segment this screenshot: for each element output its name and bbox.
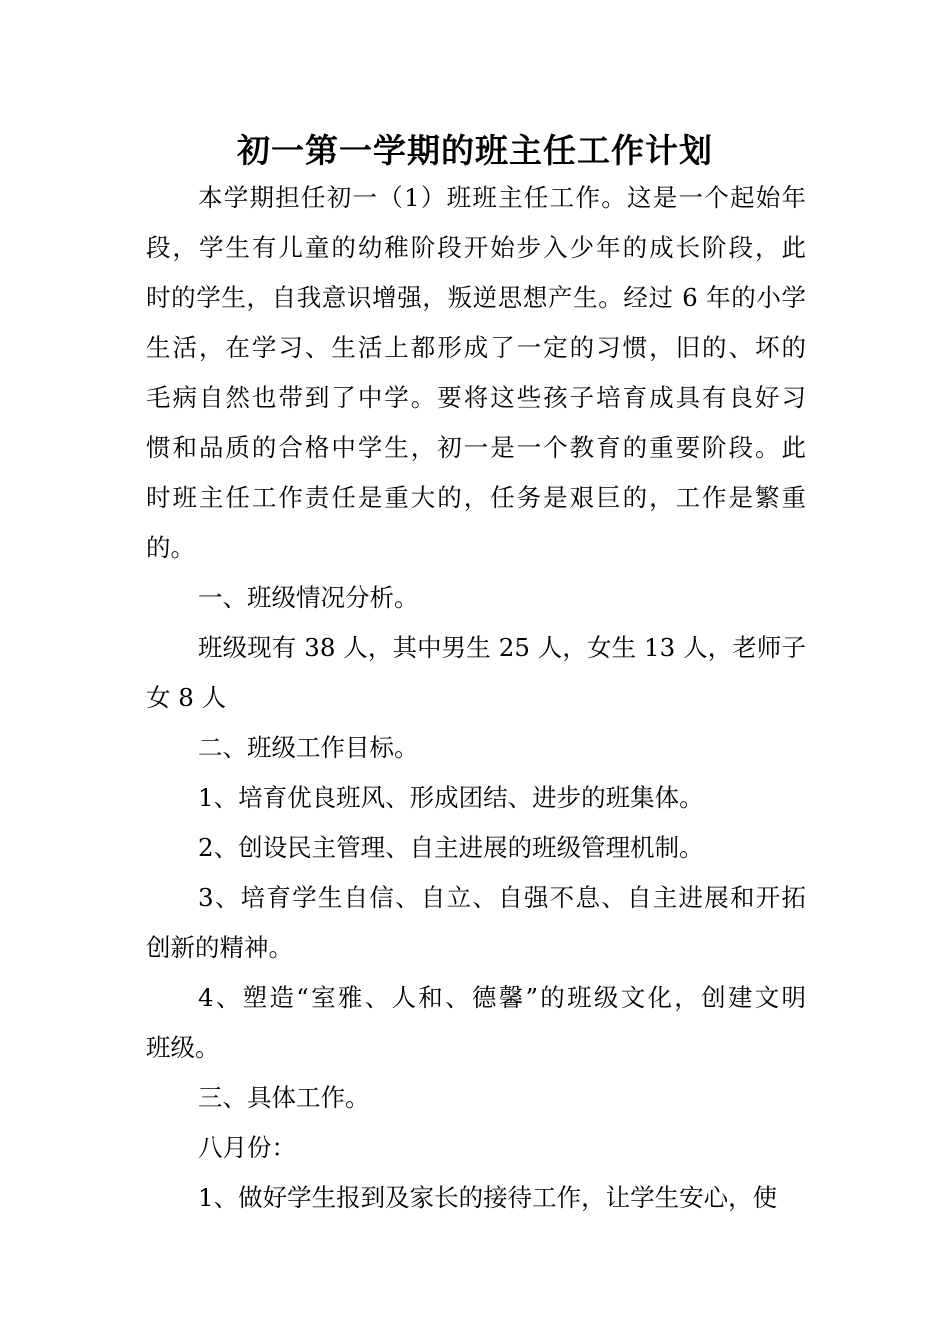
paragraph-line: 本学期担任初一（1）班班主任工作。这是一个起始年 xyxy=(198,183,806,212)
paragraph-line: 4、塑造“室雅、人和、德馨”的班级文化，创建文明 xyxy=(198,983,806,1012)
paragraph-line: 2、创设民主管理、自主进展的班级管理机制。 xyxy=(198,833,704,862)
paragraph-line: 班级现有 38 人，其中男生 25 人，女生 13 人，老师子 xyxy=(198,633,806,662)
paragraph xyxy=(146,1073,806,1123)
paragraph-line: 女 8 人 xyxy=(146,683,227,712)
paragraph-line: 段，学生有儿童的幼稚阶段开始步入少年的成长阶段，此 xyxy=(146,233,806,262)
document-body xyxy=(146,173,806,1223)
paragraph-line: 创新的精神。 xyxy=(146,933,293,962)
paragraph xyxy=(146,773,806,823)
paragraph-line: 时的学生，自我意识增强，叛逆思想产生。经过 6 年的小学 xyxy=(146,283,806,312)
paragraph-line: 惯和品质的合格中学生，初一是一个教育的重要阶段。此 xyxy=(146,433,806,462)
paragraph xyxy=(146,973,806,1073)
paragraph-line: 3、培育学生自信、自立、自强不息、自主进展和开拓 xyxy=(198,883,806,912)
paragraph-line: 一、班级情况分析。 xyxy=(198,583,419,612)
paragraph xyxy=(146,173,806,573)
paragraph xyxy=(146,823,806,873)
paragraph-line: 班级。 xyxy=(146,1033,220,1062)
paragraph xyxy=(146,723,806,773)
paragraph xyxy=(146,573,806,623)
paragraph-line: 三、具体工作。 xyxy=(198,1083,370,1112)
paragraph xyxy=(146,623,806,723)
paragraph-line: 的。 xyxy=(146,533,195,562)
paragraph-line: 八月份： xyxy=(198,1133,296,1162)
document-title: 初一第一学期的班主任工作计划 xyxy=(237,131,713,170)
paragraph-line: 二、班级工作目标。 xyxy=(198,733,419,762)
paragraph xyxy=(146,1173,806,1223)
paragraph xyxy=(146,873,806,973)
paragraph-line: 毛病自然也带到了中学。要将这些孩子培育成具有良好习 xyxy=(146,383,806,412)
paragraph-line: 时班主任工作责任是重大的，任务是艰巨的，工作是繁重 xyxy=(146,483,806,512)
paragraph-line: 1、培育优良班风、形成团结、进步的班集体。 xyxy=(198,783,704,812)
paragraph-line: 1、做好学生报到及家长的接待工作，让学生安心，使 xyxy=(198,1183,778,1212)
paragraph-line: 生活，在学习、生活上都形成了一定的习惯，旧的、坏的 xyxy=(146,333,806,362)
paragraph xyxy=(146,1123,806,1173)
